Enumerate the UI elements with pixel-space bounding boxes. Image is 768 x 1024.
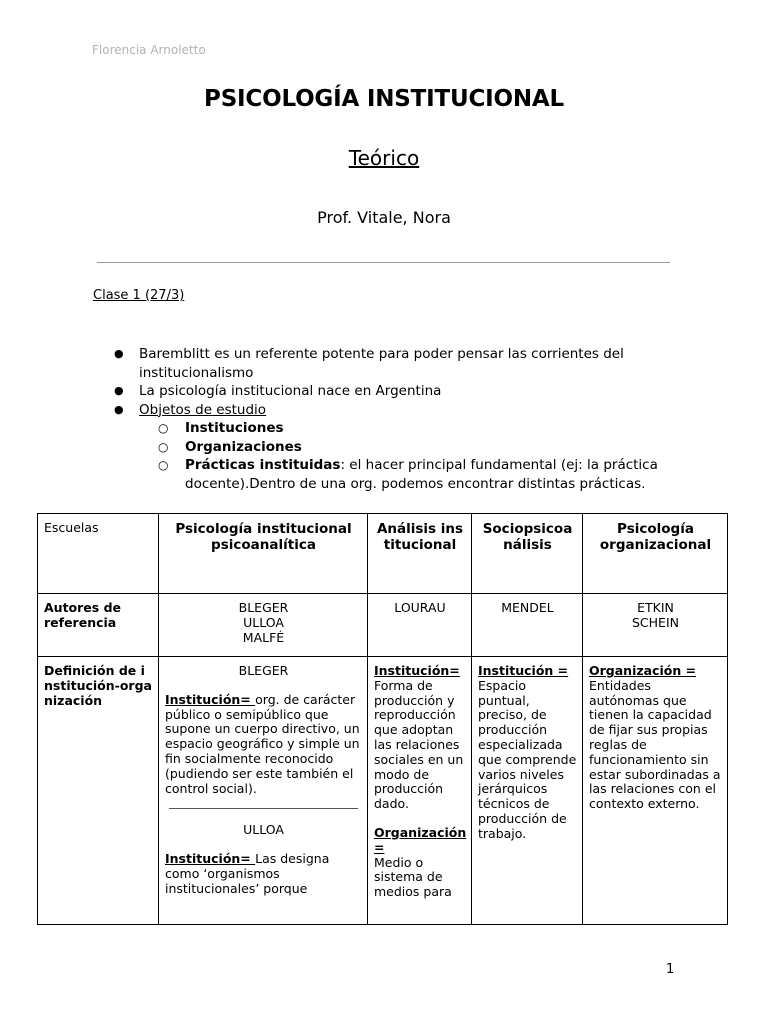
bullet-circle-icon: ○ [158,458,169,472]
sub-list-item-text: Instituciones [185,420,284,436]
definition-term: Organización = [374,824,467,855]
sub-list-item [114,419,674,438]
document-title: PSICOLOGÍA INSTITUCIONAL [204,86,564,112]
definition-term: Institución= [374,663,460,678]
list-item-text: Objetos de estudio [139,401,267,418]
table-header-cell: Escuelas [38,514,159,594]
definition-body: Forma de producción y reproducción que adoptan las relaciones sociales en un modo de producción dado. [374,677,464,812]
table-cell: BLEGER ULLOA MALFÉ [159,594,368,657]
definition-body: Las designa como ‘organismos institucionales’ porque [165,851,330,896]
row-header-cell: Definición de institución-organización [38,657,159,925]
definition-text [165,852,362,896]
definition-term: Organización = [589,663,697,678]
row-header-cell: Autores de referencia [38,594,159,657]
table-cell: LOURAU [368,594,472,657]
table-row [38,594,728,657]
sub-list-item [114,456,674,493]
list-item [114,401,674,420]
definition-body: Entidades autónomas que tienen la capacidad de fijar sus propias reglas de funcionamiento sin estar subordinadas a las relaciones con el contexto externo. [589,677,721,812]
page-number: 1 [666,962,675,977]
list-item [114,345,674,382]
definition-body: Medio o sistema de medios para [374,854,452,900]
bullet-circle-icon: ○ [158,421,169,435]
sub-list-item-rest: : el hacer principal fundamental (ej: la práctica docente).Dentro de una org. podemos encontrar distintas prácticas. [185,457,658,492]
table-cell [472,657,583,925]
horizontal-divider [97,262,670,263]
table-header-cell: Análisis institucional [368,514,472,594]
author-heading: BLEGER [238,663,289,678]
bullet-circle-icon: ○ [158,439,169,454]
sub-list-item [114,438,674,457]
definition-text [165,693,362,797]
definition-term: Institución = [478,663,569,678]
definition-term: Institución= [165,851,256,867]
document-subtitle: Teórico [348,146,420,170]
document-author: Florencia Arnoletto [92,43,206,57]
table-cell: ETKIN SCHEIN [583,594,728,657]
table-row [38,657,728,925]
bullet-dot-icon: ● [114,384,124,397]
definition-body: Espacio puntual, preciso, de producción especializada que comprende varios niveles jerárquicos técnicos de producción de trabajo. [478,677,577,841]
table-cell [368,657,472,925]
list-item [114,382,674,401]
table-cell [583,657,728,925]
schools-table [37,513,728,925]
sub-list-item-text [185,456,674,493]
definition-term: Institución= [165,691,256,707]
class-label: Clase 1 (27/3) [93,288,185,303]
author-heading: ULLOA [243,822,284,838]
definition-body: org. de carácter público o semipúblico que supone un cuerpo directivo, un espacio geográfico y simple un fin socialmente reconocido (pudiendo ser este también el control social). [165,691,360,796]
table-header-cell: Sociopsicoanálisis [472,514,583,594]
sub-list-item-text: Organizaciones [185,438,302,455]
table-header-cell: Psicología institucional psicoanalítica [159,514,368,594]
table-header-row [38,514,728,594]
cell-divider [169,808,358,809]
table-cell: MENDEL [472,594,583,657]
professor-name: Prof. Vitale, Nora [317,208,451,227]
bullet-dot-icon: ● [114,347,124,360]
list-item-text: La psicología institucional nace en Argentina [139,383,442,399]
sub-list-item-bold: Prácticas instituidas [185,457,341,473]
table-cell [159,657,368,925]
list-item-text: Baremblitt es un referente potente para poder pensar las corrientes del institucionalismo [139,346,624,381]
bullet-list [114,345,674,493]
bullet-dot-icon: ● [114,402,124,416]
table-header-cell: Psicología organizacional [583,514,728,594]
